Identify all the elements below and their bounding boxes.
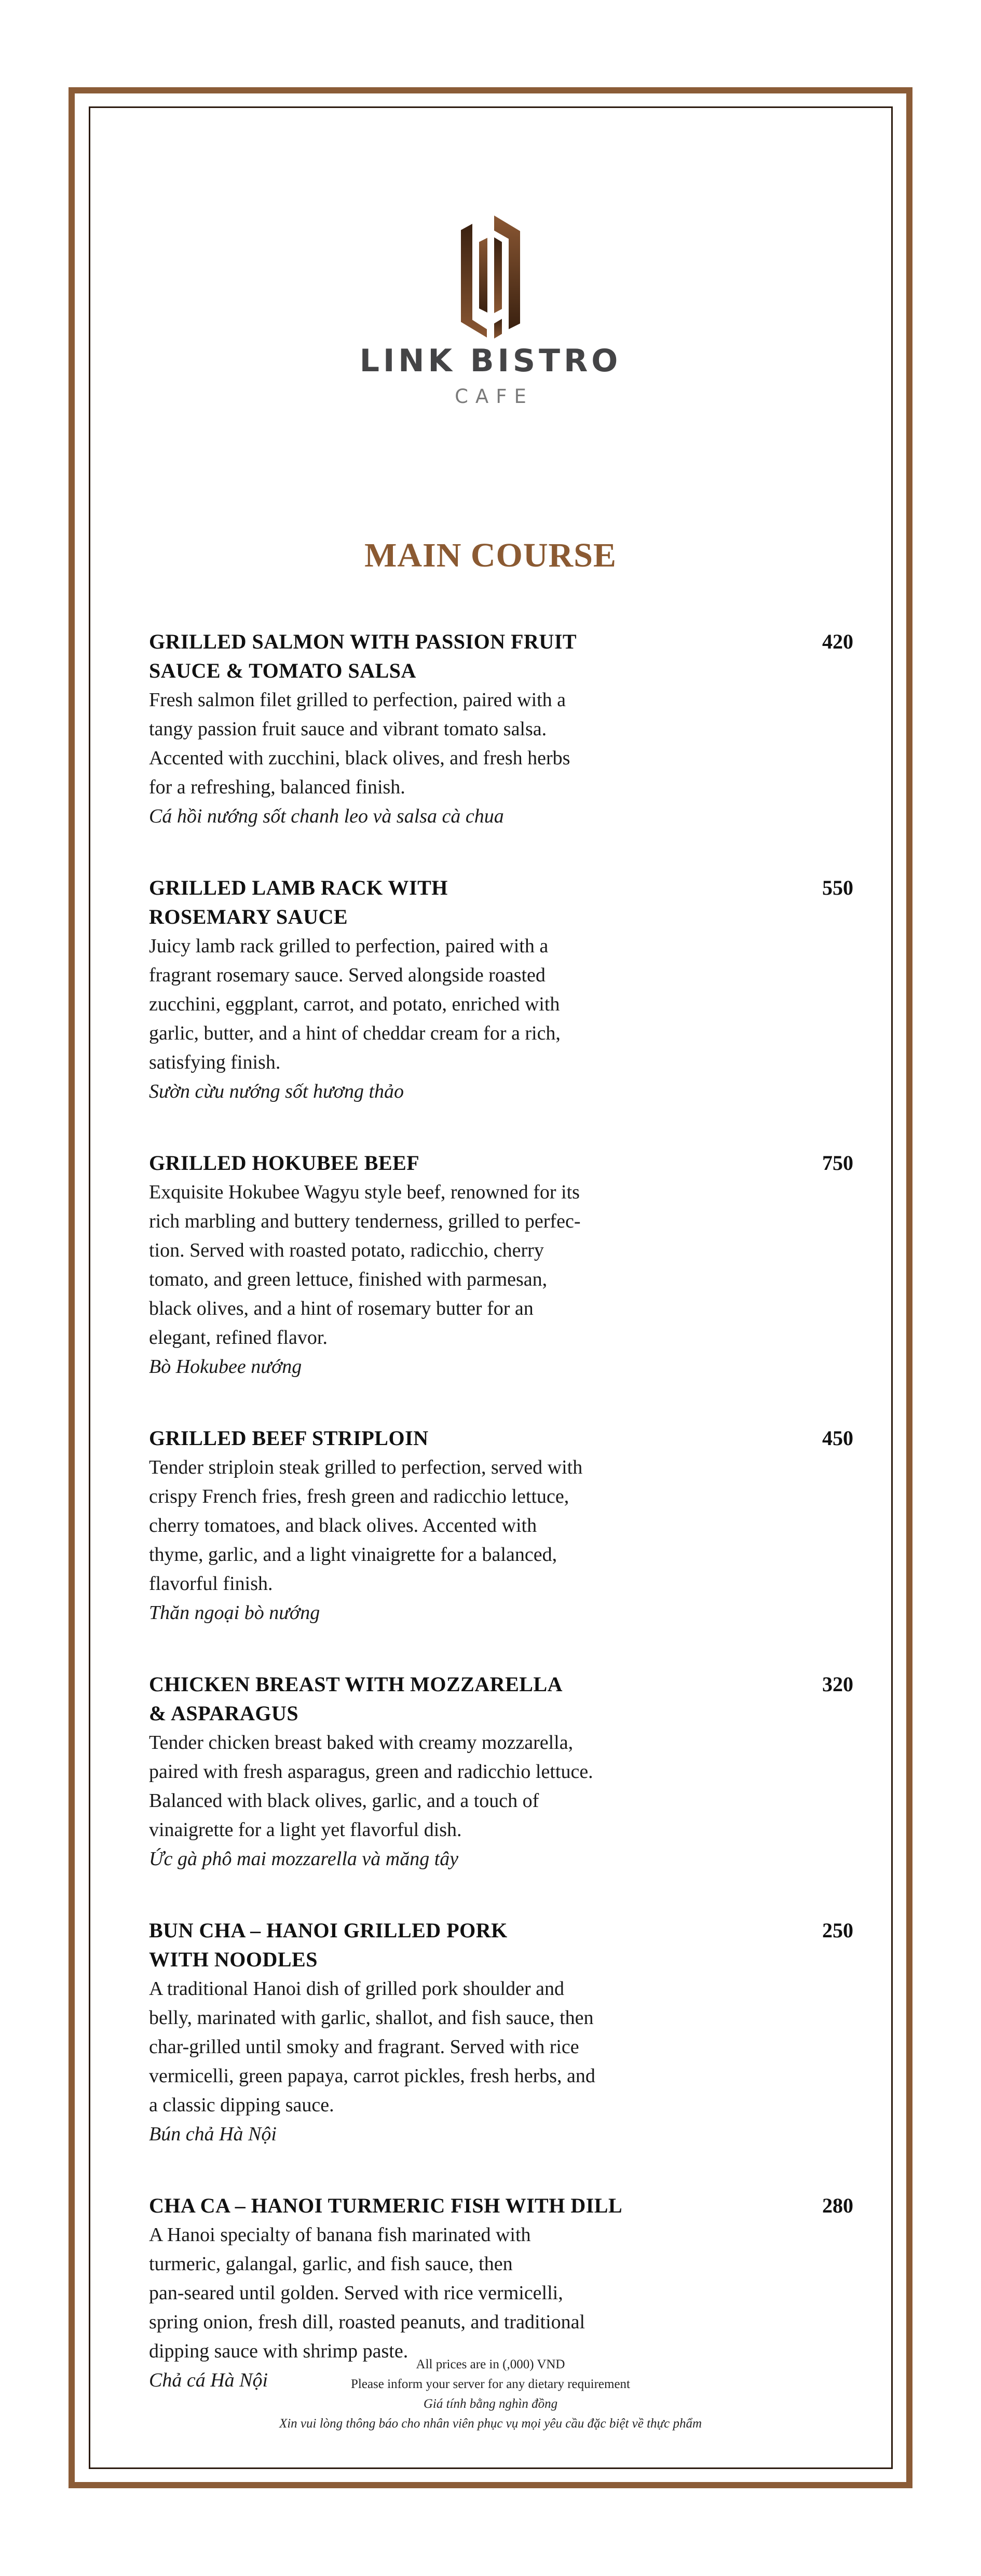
- item-price: 550: [822, 876, 853, 899]
- item-description-line: Fresh salmon filet grilled to perfection, paired with a: [149, 689, 566, 711]
- item-title-line: ROSEMARY SAUCE: [149, 905, 348, 928]
- item-price: 250: [822, 1919, 853, 1942]
- item-description-line: Tender chicken breast baked with creamy mozzarella,: [149, 1732, 574, 1754]
- footer-notes: [0, 2355, 981, 2434]
- item-description-line: tion. Served with roasted potato, radicchio, cherry: [149, 1239, 544, 1261]
- footer-price-note-vn: Giá tính bằng nghìn đồng: [423, 2397, 558, 2411]
- item-title-line: GRILLED SALMON WITH PASSION FRUIT: [149, 630, 577, 653]
- item-vietnamese-name: Thăn ngoại bò nướng: [149, 1602, 320, 1624]
- item-description-line: black olives, and a hint of rosemary butter for an: [149, 1298, 534, 1319]
- item-description-line: vinaigrette for a light yet flavorful dish.: [149, 1819, 462, 1841]
- item-title-line: CHA CA – HANOI TURMERIC FISH WITH DILL: [149, 2194, 623, 2217]
- item-title-line: GRILLED HOKUBEE BEEF: [149, 1151, 420, 1175]
- footer-dietary-note-vn: Xin vui lòng thông báo cho nhân viên phục vụ mọi yêu cầu đặc biệt về thực phẩm: [279, 2417, 702, 2431]
- item-description-line: paired with fresh asparagus, green and radicchio lettuce.: [149, 1761, 593, 1783]
- item-price: 320: [822, 1673, 853, 1696]
- menu-item: [149, 1916, 855, 2149]
- item-price: 280: [822, 2194, 853, 2217]
- item-description-line: thyme, garlic, and a light vinaigrette for a balanced,: [149, 1544, 557, 1566]
- brand-subtitle: CAFE: [455, 385, 534, 408]
- item-description-line: flavorful finish.: [149, 1573, 273, 1595]
- item-description-line: Balanced with black olives, garlic, and a touch of: [149, 1790, 539, 1812]
- item-title-line: CHICKEN BREAST WITH MOZZARELLA: [149, 1673, 563, 1696]
- link-bistro-emblem-icon: [454, 208, 527, 348]
- item-title-line: BUN CHA – HANOI GRILLED PORK: [149, 1919, 508, 1942]
- item-description: [149, 932, 668, 1077]
- item-description-line: rich marbling and buttery tenderness, grilled to perfec-: [149, 1210, 581, 1232]
- footer-dietary-note: Please inform your server for any dietary requirement: [351, 2377, 630, 2391]
- item-description-line: crispy French fries, fresh green and radicchio lettuce,: [149, 1486, 569, 1507]
- item-title: [149, 873, 647, 932]
- item-vietnamese-name: Chả cá Hà Nội: [149, 2369, 268, 2391]
- item-description-line: Exquisite Hokubee Wagyu style beef, renowned for its: [149, 1181, 580, 1203]
- section-title: MAIN COURSE: [364, 536, 617, 574]
- item-description-line: elegant, refined flavor.: [149, 1327, 328, 1348]
- item-price: 450: [822, 1426, 853, 1450]
- item-vietnamese-name: Bò Hokubee nướng: [149, 1356, 302, 1378]
- item-description-line: Tender striploin steak grilled to perfection, served with: [149, 1456, 583, 1478]
- item-title: [149, 627, 647, 685]
- item-description: [149, 1974, 668, 2120]
- item-vietnamese-name: Cá hồi nướng sốt chanh leo và salsa cà chua: [149, 805, 504, 827]
- item-vietnamese-name: Bún chả Hà Nội: [149, 2123, 277, 2145]
- menu-item: [149, 1424, 855, 1627]
- item-description: [149, 2220, 668, 2366]
- item-description-line: cherry tomatoes, and black olives. Accented with: [149, 1515, 537, 1536]
- menu-item: [149, 873, 855, 1106]
- item-vietnamese-name: Sườn cừu nướng sốt hương thảo: [149, 1081, 404, 1102]
- item-description-line: satisfying finish.: [149, 1051, 281, 1073]
- item-description-line: Accented with zucchini, black olives, and fresh herbs: [149, 747, 570, 769]
- item-title: [149, 1670, 647, 1728]
- item-price: 420: [822, 630, 853, 653]
- item-vietnamese-name: Ức gà phô mai mozzarella và măng tây: [149, 1848, 459, 1870]
- item-description-line: dipping sauce with shrimp paste.: [149, 2340, 408, 2362]
- menu-item: [149, 1670, 855, 1873]
- item-description-line: belly, marinated with garlic, shallot, and fish sauce, then: [149, 2007, 594, 2029]
- menu-item: [149, 1149, 855, 1381]
- item-description-line: for a refreshing, balanced finish.: [149, 776, 405, 798]
- footer-price-note: All prices are in (,000) VND: [416, 2357, 565, 2371]
- item-title-line: GRILLED BEEF STRIPLOIN: [149, 1426, 429, 1450]
- item-description-line: turmeric, galangal, garlic, and fish sauce, then: [149, 2253, 513, 2275]
- item-title: [149, 1424, 647, 1453]
- item-description-line: char-grilled until smoky and fragrant. Served with rice: [149, 2036, 579, 2058]
- item-description-line: tomato, and green lettuce, finished with parmesan,: [149, 1269, 548, 1290]
- item-description-line: pan-seared until golden. Served with rice vermicelli,: [149, 2282, 563, 2304]
- item-description-line: garlic, butter, and a hint of cheddar cream for a rich,: [149, 1022, 561, 1044]
- item-title-line: SAUCE & TOMATO SALSA: [149, 659, 416, 682]
- item-title: [149, 1916, 647, 1974]
- item-description-line: Juicy lamb rack grilled to perfection, paired with a: [149, 935, 549, 957]
- logo: [0, 208, 981, 348]
- item-title-line: GRILLED LAMB RACK WITH: [149, 876, 448, 899]
- item-title-line: & ASPARAGUS: [149, 1702, 299, 1725]
- menu-item: [149, 627, 855, 831]
- item-description-line: A Hanoi specialty of banana fish marinated with: [149, 2224, 531, 2246]
- brand-name: LINK BISTRO: [359, 343, 622, 379]
- item-description-line: a classic dipping sauce.: [149, 2094, 334, 2116]
- item-description-line: A traditional Hanoi dish of grilled pork shoulder and: [149, 1978, 564, 2000]
- menu-list: [149, 627, 855, 2437]
- item-description-line: zucchini, eggplant, carrot, and potato, enriched with: [149, 993, 560, 1015]
- item-title-line: WITH NOODLES: [149, 1948, 318, 1971]
- item-description-line: tangy passion fruit sauce and vibrant tomato salsa.: [149, 718, 547, 740]
- item-title: [149, 2191, 647, 2220]
- item-price: 750: [822, 1151, 853, 1175]
- item-description-line: vermicelli, green papaya, carrot pickles, fresh herbs, and: [149, 2065, 595, 2087]
- item-description: [149, 1453, 668, 1598]
- item-description-line: fragrant rosemary sauce. Served alongside roasted: [149, 964, 546, 986]
- item-title: [149, 1149, 647, 1178]
- item-description: [149, 1178, 668, 1352]
- item-description: [149, 685, 668, 802]
- item-description-line: spring onion, fresh dill, roasted peanuts, and traditional: [149, 2311, 585, 2333]
- item-description: [149, 1728, 668, 1844]
